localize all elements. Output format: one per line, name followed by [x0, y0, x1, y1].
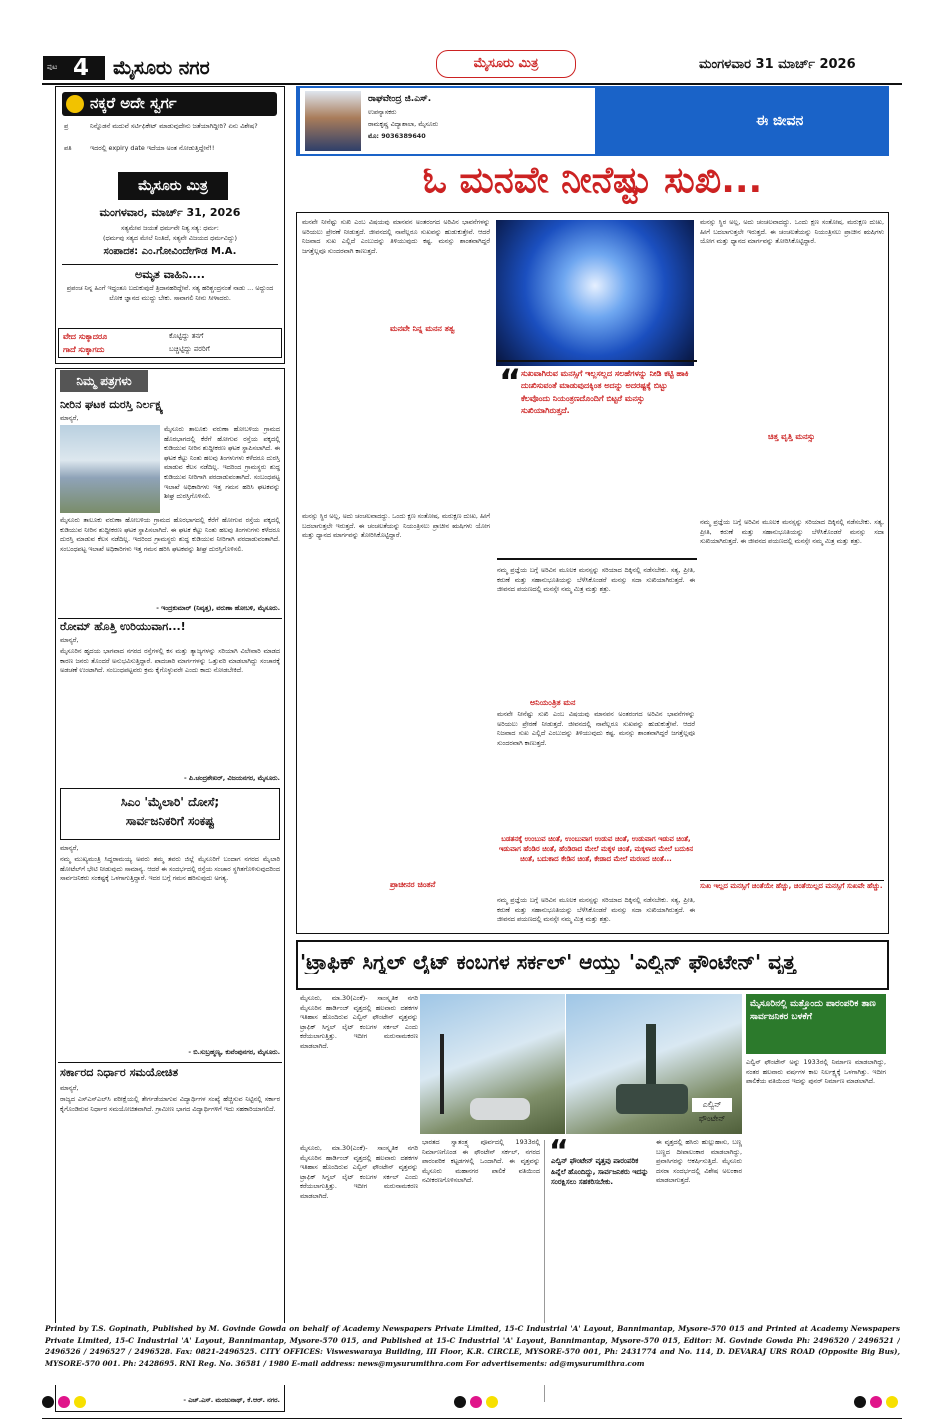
reg-mark-icon — [870, 1396, 882, 1408]
letters-header: ನಿಮ್ಮ ಪತ್ರಗಳು — [60, 370, 148, 392]
column-para3c: ನಮ್ಮ ಪ್ರಜ್ಞೆಯ ಬಗ್ಗೆ ಅರಿವಿನ ಮೂಲಕ ಮನಸ್ಸನ್ನು ಸರಿಯಾದ ದಿಕ್ಕಿನಲ್ಲಿ ನಡೆಸಬೇಕು. ಸತ್ಯ, ಪ್ರೀತಿ, ಕರುಣೆ ಮತ್ತು ಸಹಾನುಭೂತಿಯನ್ನು ಬೆಳೆಸಿಕೊಂಡರೆ ಮನಸ್ಸು ಸದಾ ಸುಖಿಯಾಗಿರುತ್ತದೆ. ಈ ಜೀವನದ ಪಯಣದಲ್ಲಿ ಮನಸ್ಸೇ ನಮ್ಮ ಮಿತ್ರ ಮತ್ತು ಶತ್ರು. — [497, 896, 695, 924]
masthead-box: ಮೈಸೂರು ಮಿತ್ರ — [118, 172, 228, 200]
story-headline: 'ಟ್ರಾಫಿಕ್ ಸಿಗ್ನಲ್ ಲೈಟ್ ಕಂಬಗಳ ಸರ್ಕಲ್' ಆಯ್ತು 'ಎಲ್ವಿನ್ ಫೌಂಟೇನ್' ವೃತ್ತ — [300, 950, 796, 974]
subhead-3: ಅನಿಯಂತ್ರಿತ ಮನ — [530, 698, 576, 707]
column-para4: ನಮ್ಮ ಪ್ರಜ್ಞೆಯ ಬಗ್ಗೆ ಅರಿವಿನ ಮೂಲಕ ಮನಸ್ಸನ್ನು ಸರಿಯಾದ ದಿಕ್ಕಿನಲ್ಲಿ ನಡೆಸಬೇಕು. ಸತ್ಯ, ಪ್ರೀತಿ, ಕರುಣೆ ಮತ್ತು ಸಹಾನುಭೂತಿಯನ್ನು ಬೆಳೆಸಿಕೊಂಡರೆ ಮನಸ್ಸು ಸದಾ ಸುಖಿಯಾಗಿರುತ್ತದೆ. ಈ ಜೀವನದ ಪಯಣದಲ್ಲಿ ಮನಸ್ಸೇ ನಮ್ಮ ಮಿತ್ರ ಮತ್ತು ಶತ್ರು. — [700, 518, 884, 546]
column-para3b: ಮನವೇ ನೀನೆಷ್ಟು ಸುಖಿ ಎಂಬ ವಿಷಯವು ಮಾನವನ ಅಂತರಂಗದ ಅರಿವಿನ ಭಾವನೆಗಳನ್ನು ಅರಿಯಲು ಪ್ರೇರಣೆ ನೀಡುತ್ತದೆ. ಜೀವನದಲ್ಲಿ ನಾವೆಲ್ಲರೂ ಸುಖವನ್ನು ಹುಡುಕುತ್ತೇವೆ. ಆದರೆ ನಿಜವಾದ ಸುಖ ಎಲ್ಲಿದೆ ಎಂಬುದನ್ನು ತಿಳಿಯುವುದು ಕಷ್ಟ. ಮನಸ್ಸು ಶಾಂತವಾಗಿದ್ದರೆ ಜಗತ್ತೆಲ್ಲವೂ ಸುಂದರವಾಗಿ ಕಾಣುತ್ತದೆ. — [497, 710, 695, 747]
water-plant-photo — [60, 425, 160, 513]
letter1-title: ನೀರಿನ ಘಟಕ ದುರಸ್ತಿ ನಿರ್ಲಕ್ಷ್ಯ — [60, 398, 164, 411]
closing-quote: ಸುಖ ಇಲ್ಲದ ಮನಸ್ಸಿಗೆ ಚಿಂತೆಯೇ ಹೆಚ್ಚು, ಚಿಂತೆಯಿಲ್ಲದ ಮನಸ್ಸಿಗೆ ಸುಖವೇ ಹೆಚ್ಚು. — [700, 880, 884, 930]
joke-answer: ಇದರಲ್ಲಿ expiry date ಇದೆಯಾ ಅಂತ ನೋಡುತ್ತಿದ್ದೇನೆ!! — [90, 144, 215, 152]
proverb-right-1: ಕೊಟ್ಟಿದ್ದು ತನಗೆ — [169, 332, 204, 340]
reg-mark-icon — [486, 1396, 498, 1408]
letter1-body-a: ಮೈಸೂರು ತಾಲೂಕು ವರುಣಾ ಹೋಬಳಿಯ ಗ್ರಾಮದ ಹೊರಭಾಗದಲ್ಲಿ ಕೆರೆಗೆ ಹೋಗುವ ರಸ್ತೆಯ ಪಕ್ಕದಲ್ಲಿ ಕುಡಿಯುವ ನೀರಿನ ಶುದ್ದೀಕರಣ ಘಟಕ ಸ್ಥಾಪಿಸಲಾಗಿದೆ. ಈ ಘಟಕ ಕೆಟ್ಟು ನಿಂತು ಹಲವು ತಿಂಗಳುಗಳು ಕಳೆದರೂ ದುರಸ್ತಿ ಮಾಡುವ ಕೆಲಸ ನಡೆದಿಲ್ಲ. ಇದರಿಂದ ಗ್ರಾಮಸ್ಥರು ಶುದ್ಧ ಕುಡಿಯುವ ನೀರಿಗಾಗಿ ಪರದಾಡುವಂತಾಗಿದೆ. ಸಂಬಂಧಪಟ್ಟ ಇಲಾಖೆ ಅಧಿಕಾರಿಗಳು ಇತ್ತ ಗಮನ ಹರಿಸಿ ಘಟಕವನ್ನು ಶೀಘ್ರ ದುರಸ್ತಿಗೊಳಿಸಲಿ. — [164, 425, 280, 501]
story-body-col1: ಮೈಸೂರು, ಮಾ.30(ಎಂಕೆ)- ಸಾಂಸ್ಕೃತಿಕ ನಗರಿ ಮೈಸೂರಿನ ಹಾರ್ಡಿಂಜ್ ವೃತ್ತದಲ್ಲಿ ಹಲವಾರು ದಶಕಗಳ ಇತಿಹಾಸ ಹೊಂದಿರುವ ಎಲ್ವಿನ್ ಫೌಂಟೇನ್ ವೃತ್ತವನ್ನು ಟ್ರಾಫಿಕ್ ಸಿಗ್ನಲ್ ಲೈಟ್ ಕಂಬಗಳ ಸರ್ಕಲ್ ಎಂದು ಕರೆಯಲಾಗುತ್ತಿತ್ತು. ಇದೀಗ ಮರುನಾಮಕರಣ ಮಾಡಲಾಗಿದೆ. — [300, 1144, 418, 1200]
reg-mark-icon — [42, 1396, 54, 1408]
divider — [58, 1062, 282, 1063]
amrut-text: ಪ್ರಪಂಚ ನಿನ್ನ ಹಿಂಗೆ ಇದ್ದಂತೂ ಬದುಕುವುದೆ ತ್ರಿದಾನಹರಿದ್ದೇವೆ. ಸತ್ಯ ಹರಿಶ್ಚಂದ್ರನಂತೆ ನಾಡು ... ಅದ್ದುಂದ ಲೋಕ ಜ್ಞಾನದ ಮುದ್ದು ಬೇಕು. ಸಾವಾಗಲಿ ನೀನು ಸೀಳಾದರು. — [66, 284, 274, 302]
registration-marks — [42, 1392, 902, 1412]
signal-circle-photo — [420, 994, 565, 1134]
reg-mark-icon — [58, 1396, 70, 1408]
joke-a-tag: ಪತಿ — [64, 144, 72, 152]
author-photo — [305, 91, 361, 151]
divider — [62, 264, 278, 265]
column-headline: ಓ ಮನವೇ ನೀನೆಷ್ಟು ಸುಖಿ... — [422, 160, 763, 201]
reg-mark-icon — [470, 1396, 482, 1408]
letter2-sign: - ಪಿ.ಚಂದ್ರಶೇಖರ್, ವಿಜಯನಗರ, ಮೈಸೂರು. — [184, 774, 280, 782]
letter1-sign: - ಇಂದ್ರಕುಮಾರ್ (ನಿವೃತ್ತ), ವರುಣಾ ಹೋಬಳಿ, ಮೈಸೂರು. — [156, 604, 280, 612]
reg-mark-icon — [886, 1396, 898, 1408]
brain-illustration — [496, 220, 694, 366]
fountain-plaque: ಎಲ್ವಿನ್ ಫೌಂಟೇನ್ — [692, 1098, 732, 1112]
imprint: Printed by T.S. Gopinath, Published by M. Govinde Gowda on behalf of Academy Newspapers Private Limited, 15-C Industrial 'A' Layout, Bannimantap, Mysore-570 015 and Printed at Academy Newspapers Private Limited, 15-C Industrial 'A' Layout, Bannimantap, Mysore-570 015, and Published at 15-C Industrial 'A' Layout, Bannimantap, Mysore-570 015, Editor: M. Govinde Gowda Ph: 2496520 / 2496521 / 2496526 / 2496527 / 2496528. Fax: 0821-2496525. CITY OFFICES: Visweswaraya Building, III Floor, K.R. CIRCLE, MYSORE-570 001, Ph: 2431774 and No. 114, D. DEVARAJ URS ROAD (Opposite Big Bus), MYSORE-570 001. Ph: 2428695. RNI Reg. No. 36581 / 1980 E-mail address: news@mysurumithra.com For advertisements: ad@mysurumithra.com — [45, 1323, 900, 1385]
joke-q-tag: ಪ್ರ — [64, 122, 69, 130]
proverb-right-2: ಬಚ್ಚಿಟ್ಟಿದ್ದು ಪರರಿಗೆ — [169, 345, 210, 353]
reg-mark-icon — [854, 1396, 866, 1408]
page-number: 4 — [73, 55, 90, 81]
letter2-salutation: ಮಾನ್ಯರೆ, — [60, 636, 79, 644]
letter3-salutation: ಮಾನ್ಯರೆ, — [60, 844, 79, 852]
letter4-salutation: ಮಾನ್ಯರೆ, — [60, 1084, 79, 1092]
side-story-title: ಮೈಸೂರಿನಲ್ಲಿ ಮತ್ತೊಂದು ಪಾರಂಪರಿಕ ತಾಣ ಸಾರ್ವಜನಿಕರ ಬಳಕೆಗೆ — [746, 994, 886, 1054]
letter4-sign: - ಎಚ್.ಎಸ್. ಮಂಜುನಾಥ್, ಕೆ.ಆರ್. ನಗರ. — [183, 1396, 280, 1404]
editor-line: ಸಂಪಾದಕ: ಎಂ.ಗೋವಿಂದೇಗೌಡ M.A. — [103, 246, 237, 257]
subhead-2: ಪ್ರಾಚೀನರ ಚಿಂತನೆ — [390, 880, 436, 889]
page-word: ಪುಟ — [47, 63, 58, 71]
footer-rule — [42, 1418, 902, 1419]
joke-header — [62, 92, 277, 116]
masthead: ಮೈಸೂರು ಮಿತ್ರ — [436, 50, 576, 78]
proverb-box — [58, 328, 282, 358]
letter1-body-b: ಮೈಸೂರು ತಾಲೂಕು ವರುಣಾ ಹೋಬಳಿಯ ಗ್ರಾಮದ ಹೊರಭಾಗದಲ್ಲಿ ಕೆರೆಗೆ ಹೋಗುವ ರಸ್ತೆಯ ಪಕ್ಕದಲ್ಲಿ ಕುಡಿಯುವ ನೀರಿನ ಶುದ್ದೀಕರಣ ಘಟಕ ಸ್ಥಾಪಿಸಲಾಗಿದೆ. ಈ ಘಟಕ ಕೆಟ್ಟು ನಿಂತು ಹಲವು ತಿಂಗಳುಗಳು ಕಳೆದರೂ ದುರಸ್ತಿ ಮಾಡುವ ಕೆಲಸ ನಡೆದಿಲ್ಲ. ಇದರಿಂದ ಗ್ರಾಮಸ್ಥರು ಶುದ್ಧ ಕುಡಿಯುವ ನೀರಿಗಾಗಿ ಪರದಾಡುವಂತಾಗಿದೆ. ಸಂಬಂಧಪಟ್ಟ ಇಲಾಖೆ ಅಧಿಕಾರಿಗಳು ಇತ್ತ ಗಮನ ಹರಿಸಿ ಘಟಕವನ್ನು ಶೀಘ್ರ ದುರಸ್ತಿಗೊಳಿಸಲಿ. — [60, 516, 280, 553]
letter1-salutation: ಮಾನ್ಯರೆ, — [60, 414, 79, 422]
quote-open-icon: “ — [499, 362, 522, 402]
joke-question: ನಿನ್ನೊಡನೆ ಮದುವೆ ಸರ್ಟಿಫಿಕೇಟ್ ಮಾಡುವುದೇನು ಜತೆಯಾಗಿದ್ದೀರಿ? ಏನು ವಿಶೇಷ? — [90, 122, 258, 130]
fountain-base — [616, 1084, 688, 1114]
reg-mark-icon — [454, 1396, 466, 1408]
proverb-left-1: ವೇದ ಸುಕ್ಕಾದರೂ — [63, 332, 108, 341]
issue-date: ಮಂಗಳವಾರ 31 ಮಾರ್ಚ್ 2026 — [699, 57, 856, 72]
letter3-title-2: ಸಾರ್ವಜನಿಕರಿಗೆ ಸಂಕಷ್ಟ — [125, 814, 215, 828]
amrut-title: ಅಮೃತ ವಾಹಿನಿ.... — [135, 268, 205, 281]
signal-pole — [440, 1034, 444, 1114]
letter4-title: ಸರ್ಕಾರದ ನಿರ್ಧಾರ ಸಮಯೋಚಿತ — [60, 1066, 179, 1079]
letter2-body: ಮೈಸೂರಿನ ಹೃದಯ ಭಾಗವಾದ ನಗರದ ರಸ್ತೆಗಳಲ್ಲಿ ಕಸ ಮತ್ತು ತ್ಯಾಜ್ಯಗಳನ್ನು ಸರಿಯಾಗಿ ವಿಲೇವಾರಿ ಮಾಡದ ಕಾರಣ ಜನರು ತೊಂದರೆ ಅನುಭವಿಸುತ್ತಿದ್ದಾರೆ. ಪಾದಚಾರಿ ಮಾರ್ಗಗಳನ್ನು ಒತ್ತುವರಿ ಮಾಡಲಾಗಿದ್ದು ಸಂಚಾರಕ್ಕೆ ಅಡಚಣೆ ಉಂಟಾಗಿದೆ. ಸಂಬಂಧಪಟ್ಟವರು ಕ್ರಮ ಕೈಗೊಳ್ಳುವರೇ ಎಂದು ಕಾದು ನೋಡಬೇಕಿದೆ. — [60, 647, 280, 675]
column-para2: ಮನಸ್ಸು ಸ್ಥಿರ ಅಲ್ಲ, ಅದು ಚಂಚಲವಾದದ್ದು. ಒಂದು ಕ್ಷಣ ಸಂತೋಷ, ಮರುಕ್ಷಣ ದುಃಖ, ಹೀಗೆ ಬದಲಾಗುತ್ತಲೇ ಇರುತ್ತದೆ. ಈ ಚಂಚಲತೆಯನ್ನು ನಿಯಂತ್ರಿಸಲು ಪ್ರಾಚೀನ ಋಷಿಗಳು ಯೋಗ ಮತ್ತು ಧ್ಯಾನದ ಮಾರ್ಗವನ್ನು ತೋರಿಸಿಕೊಟ್ಟಿದ್ದಾರೆ. — [302, 512, 490, 540]
letter2-title: ರೋಮ್ ಹೊತ್ತಿ ಉರಿಯುವಾಗ...! — [60, 620, 186, 633]
fountain-photo — [566, 994, 742, 1134]
section-title: ಮೈಸೂರು ನಗರ — [113, 57, 210, 79]
pull-quote: ಸುಖವಾಗಿರುವ ಮನಸ್ಸಿಗೆ ಇಲ್ಲಸಲ್ಲದ ಸಲಹೆಗಳನ್ನು ನೀಡಿ ಕಟ್ಟಿ ಹಾಕಿ ದುಃಖಿಸುವಂತೆ ಮಾಡುವುದಕ್ಕಿಂತ ಅದನ್ನು ಅದರಷ್ಟಕ್ಕೆ ಬಿಟ್ಟು ಕೆಲವೊಂದು ನಿಯಂತ್ರಣದೊಂದಿಗೆ ಬಿಟ್ಟರೆ ಮನಸ್ಸು ಸುಖಿಯಾಗಿರುತ್ತದೆ. — [521, 369, 689, 416]
letter3-body: ನಮ್ಮ ಮುಖ್ಯಮಂತ್ರಿ ಸಿದ್ದರಾಮಯ್ಯ ಅವರು ತಮ್ಮ ತವರು ಜಿಲ್ಲೆ ಮೈಸೂರಿಗೆ ಬಂದಾಗ ನಗರದ ಮೈಲಾರಿ ಹೋಟೆಲ್‌ಗೆ ಭೇಟಿ ನೀಡುವುದು ಸಾಮಾನ್ಯ. ಆದರೆ ಈ ಸಂದರ್ಭದಲ್ಲಿ ರಸ್ತೆಯ ಸಂಚಾರ ಸ್ಥಗಿತಗೊಳಿಸುವುದರಿಂದ ಸಾರ್ವಜನಿಕರು ಸಂಕಷ್ಟಕ್ಕೆ ಒಳಗಾಗುತ್ತಿದ್ದಾರೆ. ಇದರ ಬಗ್ಗೆ ಗಮನ ಹರಿಸುವುದು ಅಗತ್ಯ. — [60, 855, 280, 883]
reg-mark-icon — [74, 1396, 86, 1408]
proverb-left-2: ಗಾದೆ ಸುಕ್ಕಾಗದು — [63, 345, 105, 354]
story-quote: ಎಲ್ವಿನ್ ಫೌಂಟೇನ್ ವೃತ್ತವು ಪಾರಂಪರಿಕ ಹಿನ್ನೆಲೆ ಹೊಂದಿದ್ದು, ಸಾರ್ವಜನಿಕರು ಇದನ್ನು ಸಂರಕ್ಷಿಸಲು ಸಹಕರಿಸಬೇಕು. — [551, 1157, 649, 1186]
letter3-title-1: ಸಿಎಂ 'ಮೈಲಾರಿ' ದೋಸೆ; — [120, 795, 220, 809]
subhead-1: ಮನವೇ ನಿನ್ನ ಮನನ ತತ್ವ — [390, 324, 455, 333]
column-series: ಈ ಜೀವನ — [756, 113, 804, 129]
masthead-motto: ಸತ್ಯಮೇವ ಜಯತೆ ಧರ್ಮವೇ ನಿತ್ಯ ಸತ್ಯ: ಧರ್ಮ: — [121, 224, 219, 232]
page-number-box — [43, 56, 105, 80]
masthead-date: ಮಂಗಳವಾರ, ಮಾರ್ಚ್ 31, 2026 — [99, 206, 241, 219]
quote-open-icon: “ — [549, 1134, 569, 1169]
laughing-emoji-icon — [66, 95, 84, 113]
side-story-body: ಎಲ್ವಿನ್ ಫೌಂಟೇನ್ ಅನ್ನು 1933ರಲ್ಲಿ ನಿರ್ಮಾಣ ಮಾಡಲಾಗಿದ್ದು, ನಂತರ ಹಲವಾರು ವರ್ಷಗಳ ಕಾಲ ನಿರ್ಲಕ್ಷ್ಯಕ್ಕೆ ಒಳಗಾಗಿತ್ತು. ಇದೀಗ ಪಾಲಿಕೆಯ ವತಿಯಿಂದ ಇದನ್ನು ಪುನರ್‌ ನಿರ್ಮಾಣ ಮಾಡಲಾಗಿದೆ. — [746, 1058, 886, 1086]
story-body-col2: ಭಾರತದ ಸ್ವಾತಂತ್ರ್ಯ ಪೂರ್ವದಲ್ಲಿ 1933ರಲ್ಲಿ ನಿರ್ಮಾಣಗೊಂಡ ಈ ಫೌಂಟೇನ್ ಸರ್ಕಲ್, ನಗರದ ಪಾರಂಪರಿಕ ಕಟ್ಟಡಗಳಲ್ಲಿ ಒಂದಾಗಿದೆ. ಈ ವೃತ್ತವನ್ನು ಮೈಸೂರು ಮಹಾನಗರ ಪಾಲಿಕೆ ವತಿಯಿಂದ ನವೀಕರಣಗೊಳಿಸಲಾಗಿದೆ. — [422, 1138, 540, 1185]
letter3-sign: - ಬಿ.ಸುಬ್ರಹ್ಮಣ್ಯ, ಕುವೆಂಪುನಗರ, ಮೈಸೂರು. — [188, 1048, 280, 1056]
masthead-sub: (ಧರ್ಮವು ಸತ್ಯದ ಮೇಲೆ ನಿಂತಿದೆ, ಸತ್ಯವೇ ವಿಜಯದ ಧರ್ಮವಿದ್ದು) — [102, 234, 238, 242]
story-body-col4: ಈ ವೃತ್ತದಲ್ಲಿ ಹಸಿರು ಹುಲ್ಲುಹಾಸು, ಬಣ್ಣ ಬಣ್ಣದ ದೀಪಾಲಂಕಾರ ಮಾಡಲಾಗಿದ್ದು, ಪ್ರವಾಸಿಗರನ್ನು ಆಕರ್ಷಿಸುತ್ತಿದೆ. ಮೈಸೂರು ದಸರಾ ಸಂದರ್ಭದಲ್ಲಿ ವಿಶೇಷ ಅಲಂಕಾರ ಮಾಡಲಾಗುತ್ತದೆ. — [656, 1138, 742, 1185]
letter4-body: ರಾಜ್ಯದ ಎಸ್‌ಎಸ್‌ಎಲ್‌ಸಿ ಪರೀಕ್ಷೆಯಲ್ಲಿ ತೇರ್ಗಡೆಯಾಗುವ ವಿದ್ಯಾರ್ಥಿಗಳ ಸಂಖ್ಯೆ ಹೆಚ್ಚಿಸುವ ನಿಟ್ಟಿನಲ್ಲಿ ಸರ್ಕಾರ ಕೈಗೊಂಡಿರುವ ನಿರ್ಧಾರ ಸಮಯೋಚಿತವಾಗಿದೆ. ಗ್ರಾಮೀಣ ಭಾಗದ ವಿದ್ಯಾರ್ಥಿಗಳಿಗೆ ಇದು ಸಹಕಾರಿಯಾಗಲಿದೆ. — [60, 1095, 280, 1113]
letter3-title-box — [60, 788, 280, 840]
pull-quote-box — [497, 360, 697, 560]
author-org: ರಾಮಕೃಷ್ಣ ವಿದ್ಯಾಶಾಲಾ, ಮೈಸೂರು — [368, 120, 439, 128]
poem: ಬಡತನಕ್ಕೆ ಉಂಬುವ ಚಿಂತೆ, ಉಂಬುವಾಗ ಉಡುವ ಚಿಂತೆ, ಉಡುವಾಗ ಇಡುವ ಚಿಂತೆ, ಇಡುವಾಗ ಹೆಂಡಿರ ಚಿಂತೆ, ಹೆಂಡಿರಾದ ಮೇಲೆ ಮಕ್ಕಳ ಚಿಂತೆ, ಮಕ್ಕಳಾದ ಮೇಲೆ ಬದುಕಿನ ಚಿಂತೆ, ಬದುಕಾದ ಕೇಡಿನ ಚಿಂತೆ, ಕೇಡಾದ ಮೇಲೆ ಮರಣದ ಚಿಂತೆ... — [498, 835, 694, 863]
author-phone: ಮೊ: 9036389640 — [368, 132, 426, 140]
column-para1-cont: ಮನಸ್ಸು ಸ್ಥಿರ ಅಲ್ಲ, ಅದು ಚಂಚಲವಾದದ್ದು. ಒಂದು ಕ್ಷಣ ಸಂತೋಷ, ಮರುಕ್ಷಣ ದುಃಖ, ಹೀಗೆ ಬದಲಾಗುತ್ತಲೇ ಇರುತ್ತದೆ. ಈ ಚಂಚಲತೆಯನ್ನು ನಿಯಂತ್ರಿಸಲು ಪ್ರಾಚೀನ ಋಷಿಗಳು ಯೋಗ ಮತ್ತು ಧ್ಯಾನದ ಮಾರ್ಗವನ್ನು ತೋರಿಸಿಕೊಟ್ಟಿದ್ದಾರೆ. — [700, 218, 884, 246]
car-shape — [470, 1098, 530, 1120]
author-name: ರಾಘವೇಂದ್ರ ಜಿ.ಎಸ್. — [368, 94, 432, 104]
author-role: ಉಪನ್ಯಾಸಕರು — [368, 108, 397, 116]
joke-title: ನಕ್ಕರೆ ಅದೇ ಸ್ವರ್ಗ — [90, 94, 177, 112]
subhead-4: ಚಿತ್ತ ವೃತ್ತಿ ಮನಸ್ಸು — [768, 432, 815, 441]
column-para3: ನಮ್ಮ ಪ್ರಜ್ಞೆಯ ಬಗ್ಗೆ ಅರಿವಿನ ಮೂಲಕ ಮನಸ್ಸನ್ನು ಸರಿಯಾದ ದಿಕ್ಕಿನಲ್ಲಿ ನಡೆಸಬೇಕು. ಸತ್ಯ, ಪ್ರೀತಿ, ಕರುಣೆ ಮತ್ತು ಸಹಾನುಭೂತಿಯನ್ನು ಬೆಳೆಸಿಕೊಂಡರೆ ಮನಸ್ಸು ಸದಾ ಸುಖಿಯಾಗಿರುತ್ತದೆ. ಈ ಜೀವನದ ಪಯಣದಲ್ಲಿ ಮನಸ್ಸೇ ನಮ್ಮ ಮಿತ್ರ ಮತ್ತು ಶತ್ರು. — [497, 566, 695, 594]
story-lead: ಮೈಸೂರು, ಮಾ.30(ಎಂಕೆ)- ಸಾಂಸ್ಕೃತಿಕ ನಗರಿ ಮೈಸೂರಿನ ಹಾರ್ಡಿಂಜ್ ವೃತ್ತದಲ್ಲಿ ಹಲವಾರು ದಶಕಗಳ ಇತಿಹಾಸ ಹೊಂದಿರುವ ಎಲ್ವಿನ್ ಫೌಂಟೇನ್ ವೃತ್ತವನ್ನು ಟ್ರಾಫಿಕ್ ಸಿಗ್ನಲ್ ಲೈಟ್ ಕಂಬಗಳ ಸರ್ಕಲ್ ಎಂದು ಕರೆಯಲಾಗುತ್ತಿತ್ತು. ಇದೀಗ ಮರುನಾಮಕರಣ ಮಾಡಲಾಗಿದೆ. — [300, 994, 418, 1050]
column-para1: ಮನವೇ ನೀನೆಷ್ಟು ಸುಖಿ ಎಂಬ ವಿಷಯವು ಮಾನವನ ಅಂತರಂಗದ ಅರಿವಿನ ಭಾವನೆಗಳನ್ನು ಅರಿಯಲು ಪ್ರೇರಣೆ ನೀಡುತ್ತದೆ. ಜೀವನದಲ್ಲಿ ನಾವೆಲ್ಲರೂ ಸುಖವನ್ನು ಹುಡುಕುತ್ತೇವೆ. ಆದರೆ ನಿಜವಾದ ಸುಖ ಎಲ್ಲಿದೆ ಎಂಬುದನ್ನು ತಿಳಿಯುವುದು ಕಷ್ಟ. ಮನಸ್ಸು ಶಾಂತವಾಗಿದ್ದರೆ ಜಗತ್ತೆಲ್ಲವೂ ಸುಂದರವಾಗಿ ಕಾಣುತ್ತದೆ. — [302, 218, 490, 255]
divider — [58, 618, 282, 619]
